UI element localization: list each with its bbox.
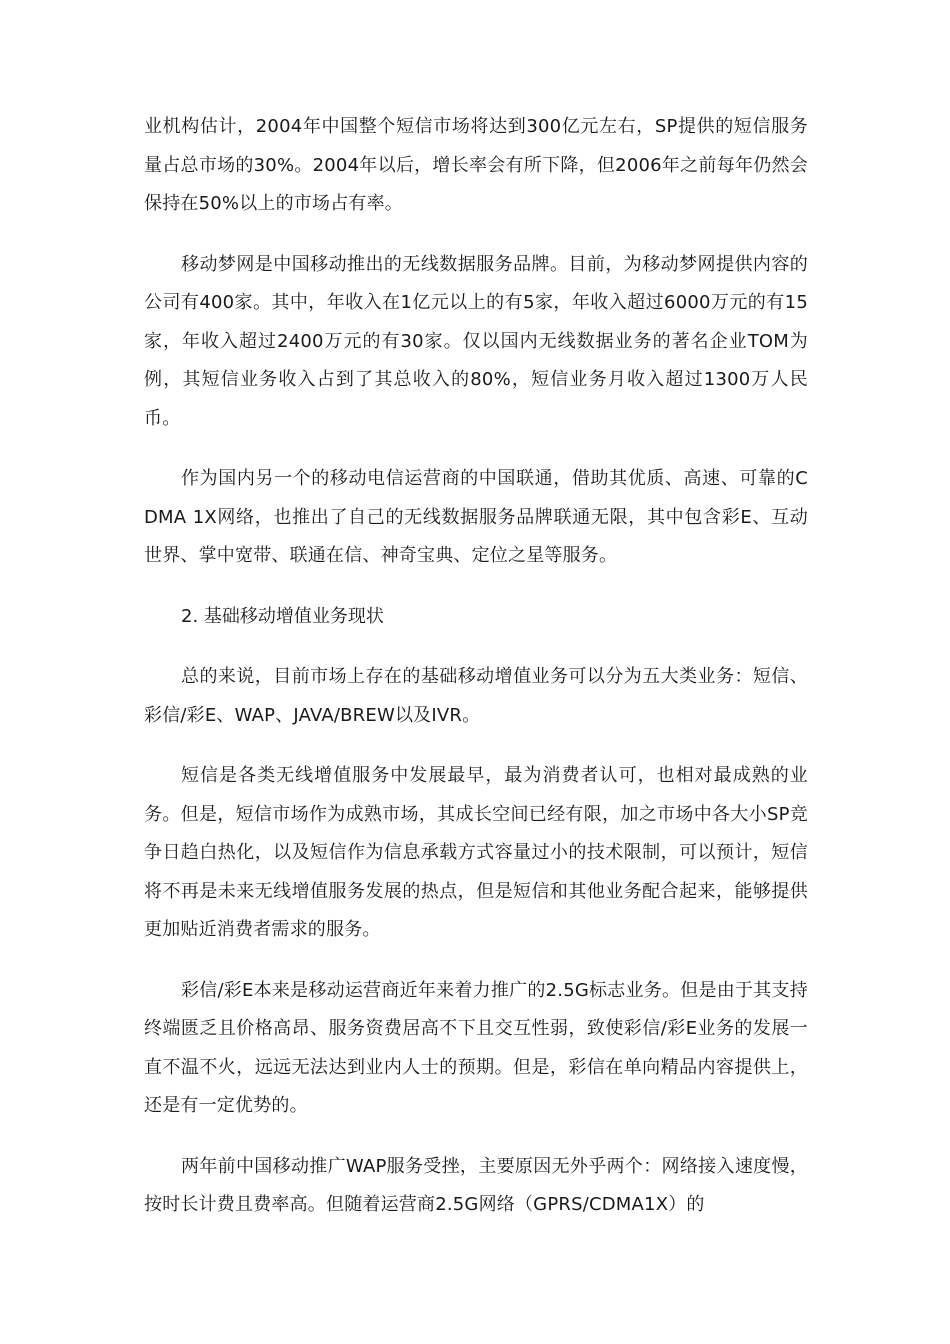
paragraph-china-unicom: 作为国内另一个的移动电信运营商的中国联通，借助其优质、高速、可靠的CDMA 1X网络，也推出了自己的无线数据服务品牌联通无限，其中包含彩E、互动世界、掌中宽带、联通在信、神奇宝典、定位之星等服务。	[144, 468, 808, 566]
paragraph-wap: 两年前中国移动推广WAP服务受挫，主要原因无外乎两个：网络接入速度慢，按时长计费且费率高。但随着运营商2.5G网络（GPRS/CDMA1X）的	[144, 1155, 808, 1215]
section-heading: 2. 基础移动增值业务现状	[181, 605, 384, 627]
paragraph-sms: 短信是各类无线增值服务中发展最早，最为消费者认可，也相对最成熟的业务。但是，短信市场作为成熟市场，其成长空间已经有限，加之市场中各大小SP竞争日趋白热化，以及短信作为信息承载方式容量过小的技术限制，可以预计，短信将不再是未来无线增值服务发展的热点，但是短信和其他业务配合起来，能够提供更加贴近消费者需求的服务。	[144, 765, 808, 940]
paragraph-five-categories: 总的来说，目前市场上存在的基础移动增值业务可以分为五大类业务：短信、彩信/彩E、WAP、JAVA/BREW以及IVR。	[144, 666, 808, 726]
document-body	[144, 108, 808, 1247]
paragraph-monternet: 移动梦网是中国移动推出的无线数据服务品牌。目前，为移动梦网提供内容的公司有400家。其中，年收入在1亿元以上的有5家，年收入超过6000万元的有15家，年收入超过2400万元的有30家。仅以国内无线数据业务的著名企业TOM为例，其短信业务收入占到了其总收入的80%，短信业务月收入超过1300万人民币。	[144, 253, 808, 429]
paragraph-sms-market-estimate: 业机构估计，2004年中国整个短信市场将达到300亿元左右，SP提供的短信服务量占总市场的30%。2004年以后，增长率会有所下降，但2006年之前每年仍然会保持在50%以上的市场占有率。	[144, 116, 808, 214]
paragraph-mms: 彩信/彩E本来是移动运营商近年来着力推广的2.5G标志业务。但是由于其支持终端匮乏且价格高昂、服务资费居高不下且交互性弱，致使彩信/彩E业务的发展一直不温不火，远远无法达到业内人士的预期。但是，彩信在单向精品内容提供上，还是有一定优势的。	[144, 979, 808, 1116]
